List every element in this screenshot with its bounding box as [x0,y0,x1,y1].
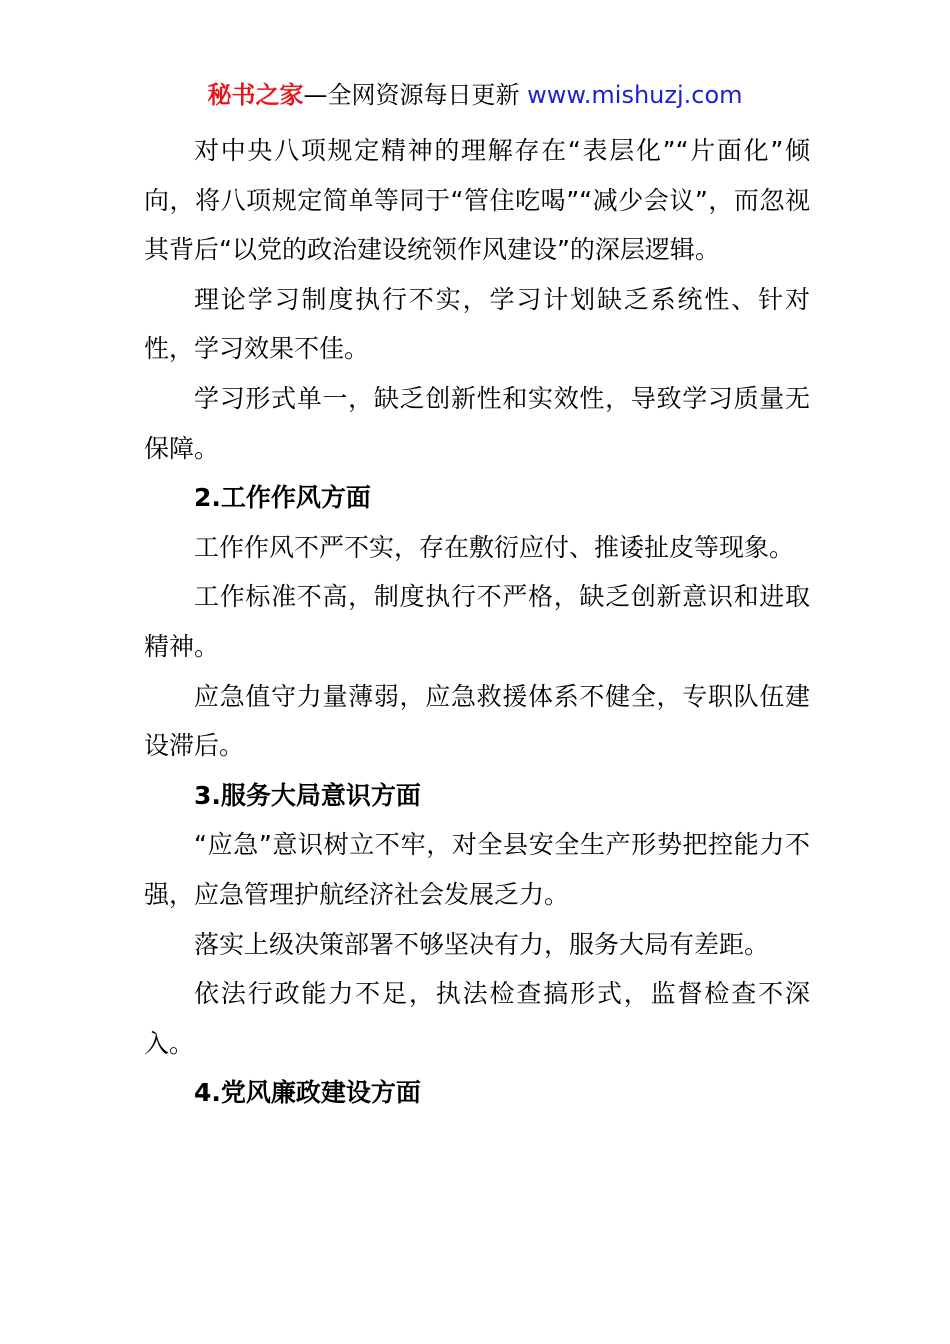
paragraph: “应急”意识树立不牢，对全县安全生产形势把控能力不强，应急管理护航经济社会发展乏力。 [144,830,810,909]
site-brand: 秘书之家 [207,81,304,109]
paragraph: 对中央八项规定精神的理解存在“表层化”“片面化”倾向，将八项规定简单等同于“管住吃喝”“减少会议”，而忽视其背后“以党的政治建设统领作风建设”的深层逻辑。 [144,136,810,265]
site-tagline: —全网资源每日更新 [303,81,520,109]
paragraph: 理论学习制度执行不实，学习计划缺乏系统性、针对性，学习效果不佳。 [144,284,810,364]
document-body [144,126,810,1118]
paragraph: 工作标准不高，制度执行不严格，缺乏创新意识和进取精神。 [144,582,810,661]
site-url-link[interactable]: www.mishuzj.com [527,81,743,109]
section-heading: 4.党风廉政建设方面 [194,1078,421,1108]
section-heading: 3.服务大局意识方面 [194,780,421,810]
paragraph: 依法行政能力不足，执法检查搞形式，监督检查不深入。 [144,979,810,1058]
paragraph: 落实上级决策部署不够坚决有力，服务大局有差距。 [194,929,770,959]
paragraph: 工作作风不严不实，存在敷衍应付、推诿扯皮等现象。 [194,532,795,562]
section-heading: 2.工作作风方面 [194,483,371,513]
paragraph: 学习形式单一，缺乏创新性和实效性，导致学习质量无保障。 [144,383,810,463]
page-header [0,78,950,112]
paragraph: 应急值守力量薄弱，应急救援体系不健全，专职队伍建设滞后。 [144,681,810,761]
